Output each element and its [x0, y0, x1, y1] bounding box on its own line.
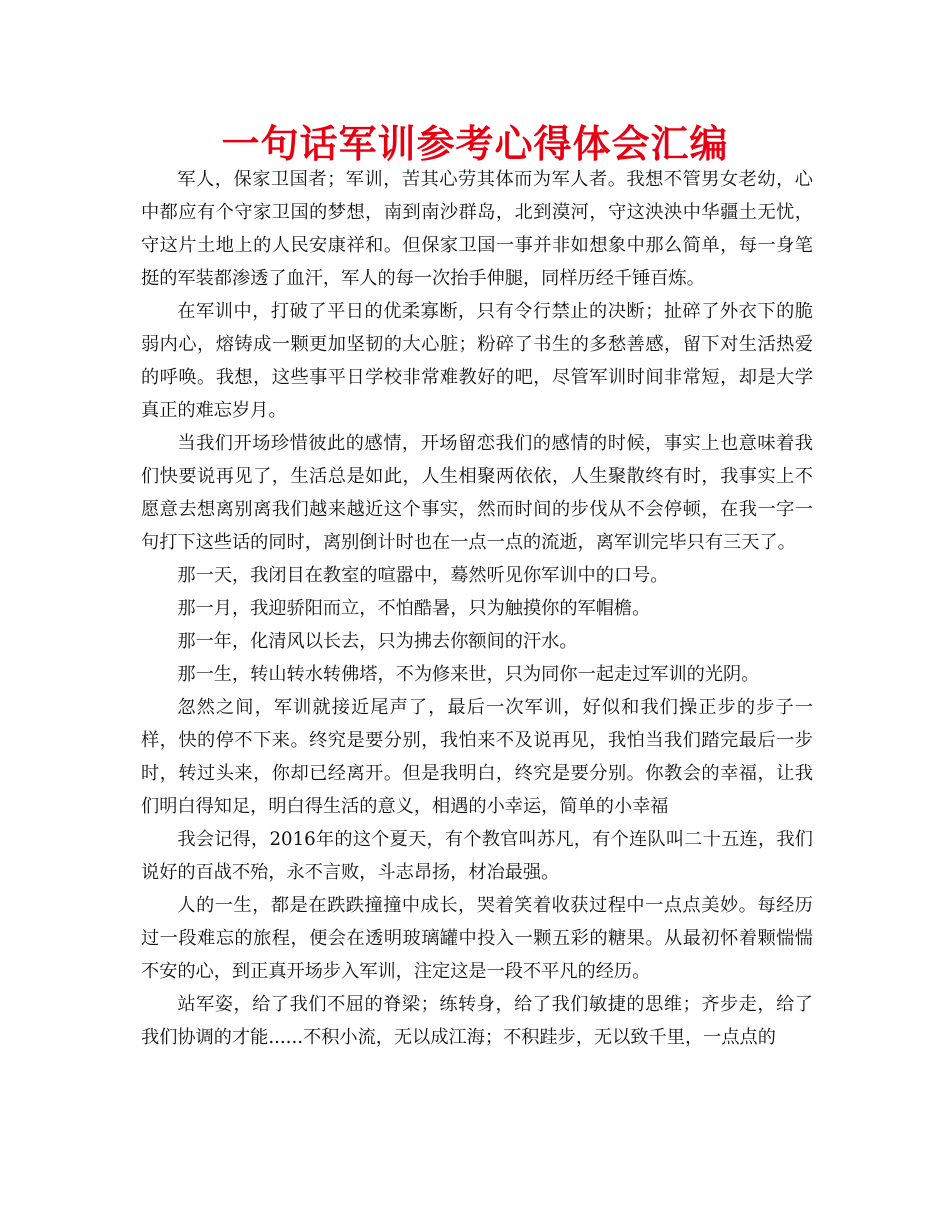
- paragraph: 那一生，转山转水转佛塔，不为修来世，只为同你一起走过军训的光阴。: [177, 664, 760, 685]
- paragraph: 站军姿，给了我们不屈的脊梁；练转身，给了我们敏捷的思维；齐步走，给了我们协调的才能......不积小流，无以成江海；不积跬步，无以致千里，一点点的: [141, 994, 813, 1048]
- document-title: 一句话军训参考心得体会汇编: [221, 122, 729, 166]
- paragraph: 忽然之间，军训就接近尾声了，最后一次军训，好似和我们操正步的步子一样，快的停不下来。终究是要分别，我怕来不及说再见，我怕当我们踏完最后一步时，转过头来，你却已经离开。但是我明白，终究是要分别。你教会的幸福，让我们明白得知足，明白得生活的意义，相遇的小幸运，简单的小幸福: [141, 697, 813, 817]
- paragraph: 我会记得，2016年的这个夏天，有个教官叫苏凡，有个连队叫二十五连，我们说好的百战不殆，永不言败，斗志昂扬，材冶最强。: [141, 829, 813, 883]
- paragraph: 那一年，化清风以长去，只为拂去你额间的汗水。: [177, 631, 578, 652]
- paragraph: 那一月，我迎骄阳而立，不怕酷暑，只为触摸你的军帽檐。: [177, 598, 651, 619]
- document-body: [141, 163, 813, 1054]
- paragraph: 军人，保家卫国者；军训，苦其心劳其体而为军人者。我想不管男女老幼，心中都应有个守家卫国的梦想，南到南沙群岛，北到漠河，守这泱泱中华疆土无忧，守这片土地上的人民安康祥和。但保家卫国一事并非如想象中那么简单，每一身笔挺的军装都渗透了血汗，军人的每一次抬手伸腿，同样历经千锤百炼。: [141, 169, 813, 289]
- paragraph: 当我们开场珍惜彼此的感情，开场留恋我们的感情的时候，事实上也意味着我们快要说再见了，生活总是如此，人生相聚两依依，人生聚散终有时，我事实上不愿意去想离别离我们越来越近这个事实，然而时间的步伐从不会停顿，在我一字一句打下这些话的同时，离别倒计时也在一点一点的流逝，离军训完毕只有三天了。: [141, 433, 813, 553]
- paragraph: 人的一生，都是在跌跌撞撞中成长，哭着笑着收获过程中一点点美妙。每经历过一段难忘的旅程，便会在透明玻璃罐中投入一颗五彩的糖果。从最初怀着颗惴惴不安的心，到正真开场步入军训，注定这是一段不平凡的经历。: [141, 895, 813, 982]
- paragraph: 那一天，我闭目在教室的喧嚣中，蓦然听见你军训中的口号。: [177, 565, 669, 586]
- paragraph: 在军训中，打破了平日的优柔寡断，只有令行禁止的决断；扯碎了外衣下的脆弱内心，熔铸成一颗更加坚韧的大心脏；粉碎了书生的多愁善感，留下对生活热爱的呼唤。我想，这些事平日学校非常难教好的吧，尽管军训时间非常短，却是大学真正的难忘岁月。: [141, 301, 813, 421]
